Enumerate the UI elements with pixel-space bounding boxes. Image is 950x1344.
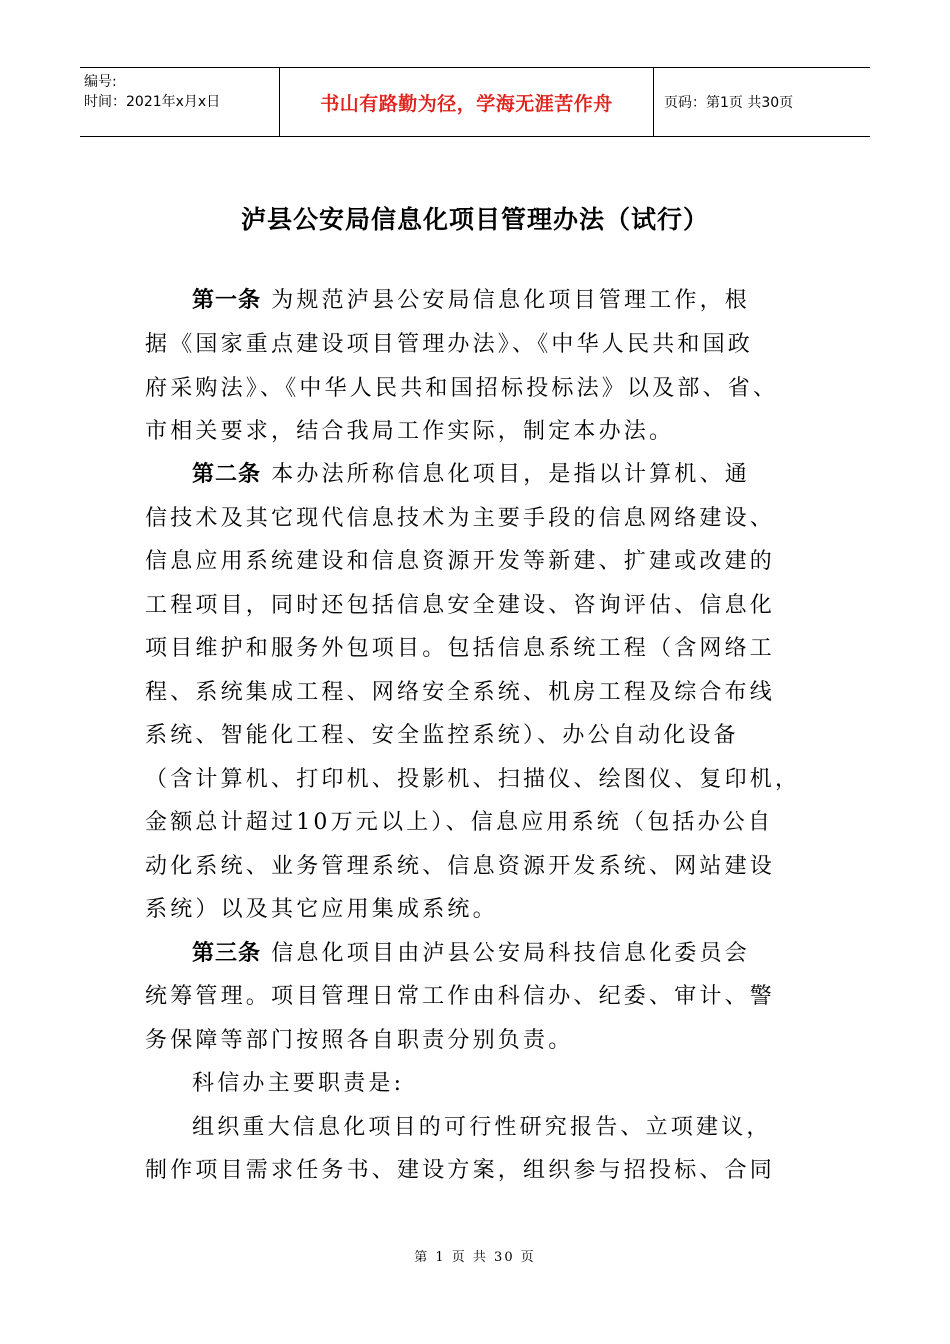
body-line: [145, 1156, 775, 1186]
line-text: 科信办主要职责是:: [192, 1071, 405, 1096]
line-text: 务保障等部门按照各自职责分别负责。: [145, 1028, 574, 1053]
number-label: 编号:: [84, 74, 117, 90]
body-line: [192, 1113, 772, 1143]
line-text: 程、系统集成工程、网络安全系统、机房工程及综合布线: [145, 680, 776, 705]
body-line: [145, 808, 773, 838]
time-label: 时间：2021年x月x日: [84, 94, 221, 110]
header-page-cell: [654, 68, 870, 136]
body-line: [145, 504, 775, 534]
line-text: 动化系统、业务管理系统、信息资源开发系统、网站建设: [145, 854, 776, 879]
body-line: [145, 634, 775, 664]
motto-text: 书山有路勤为径，学海无涯苦作舟: [320, 92, 613, 115]
body-line: [145, 417, 674, 447]
line-text: 市相关要求，结合我局工作实际，制定本办法。: [145, 419, 675, 444]
body-line: [145, 678, 775, 708]
line-text: 信息应用系统建设和信息资源开发等新建、扩建或改建的: [145, 549, 776, 574]
body-line: [192, 1069, 404, 1099]
body-line: [145, 330, 753, 360]
line-text: 本办法所称信息化项目，是指以计算机、通: [261, 462, 751, 487]
body-line: [145, 547, 775, 577]
page-footer: 第 1 页 共 30 页: [414, 1250, 536, 1265]
body-line: [145, 591, 775, 621]
header-table: [80, 67, 870, 137]
article-heading: 第二条: [192, 462, 262, 487]
line-text: 项目维护和服务外包项目。包括信息系统工程（含网络工: [145, 636, 776, 661]
body-line: [145, 982, 775, 1012]
line-text: 为规范泸县公安局信息化项目管理工作，根: [261, 288, 751, 313]
article-heading: 第一条: [192, 288, 262, 313]
line-text: 组织重大信息化项目的可行性研究报告、立项建议，: [192, 1115, 772, 1140]
line-text: （含计算机、打印机、投影机、扫描仪、绘图仪、复印机，: [145, 767, 801, 792]
header-meta-cell: [80, 68, 280, 136]
line-text: 统筹管理。项目管理日常工作由科信办、纪委、审计、警: [145, 984, 776, 1009]
line-text: 信息化项目由泸县公安局科技信息化委员会: [261, 941, 751, 966]
body-line: [145, 852, 775, 882]
body-line: [192, 286, 750, 316]
document-title: 泸县公安局信息化项目管理办法（试行）: [240, 205, 709, 234]
page-code: 页码：第1页 共30页: [664, 95, 794, 111]
line-text: 府采购法》、《中华人民共和国招标投标法》以及部、省、: [145, 376, 779, 401]
line-text: 制作项目需求任务书、建设方案，组织参与招投标、合同: [145, 1158, 776, 1183]
article-heading: 第三条: [192, 941, 262, 966]
body-line: [145, 895, 498, 925]
line-text: 金额总计超过10万元以上）、信息应用系统（包括办公自: [145, 810, 774, 835]
body-line: [145, 374, 778, 404]
body-line: [145, 765, 800, 795]
body-line: [192, 939, 750, 969]
body-line: [192, 460, 750, 490]
body-line: [145, 721, 739, 751]
line-text: 系统）以及其它应用集成系统。: [145, 897, 498, 922]
header-motto-cell: [280, 68, 654, 136]
line-text: 工程项目，同时还包括信息安全建设、咨询评估、信息化: [145, 593, 776, 618]
line-text: 据《国家重点建设项目管理办法》、《中华人民共和国政: [145, 332, 754, 357]
body-line: [145, 1026, 573, 1056]
line-text: 系统、智能化工程、安全监控系统）、办公自动化设备: [145, 723, 739, 748]
line-text: 信技术及其它现代信息技术为主要手段的信息网络建设、: [145, 506, 776, 531]
